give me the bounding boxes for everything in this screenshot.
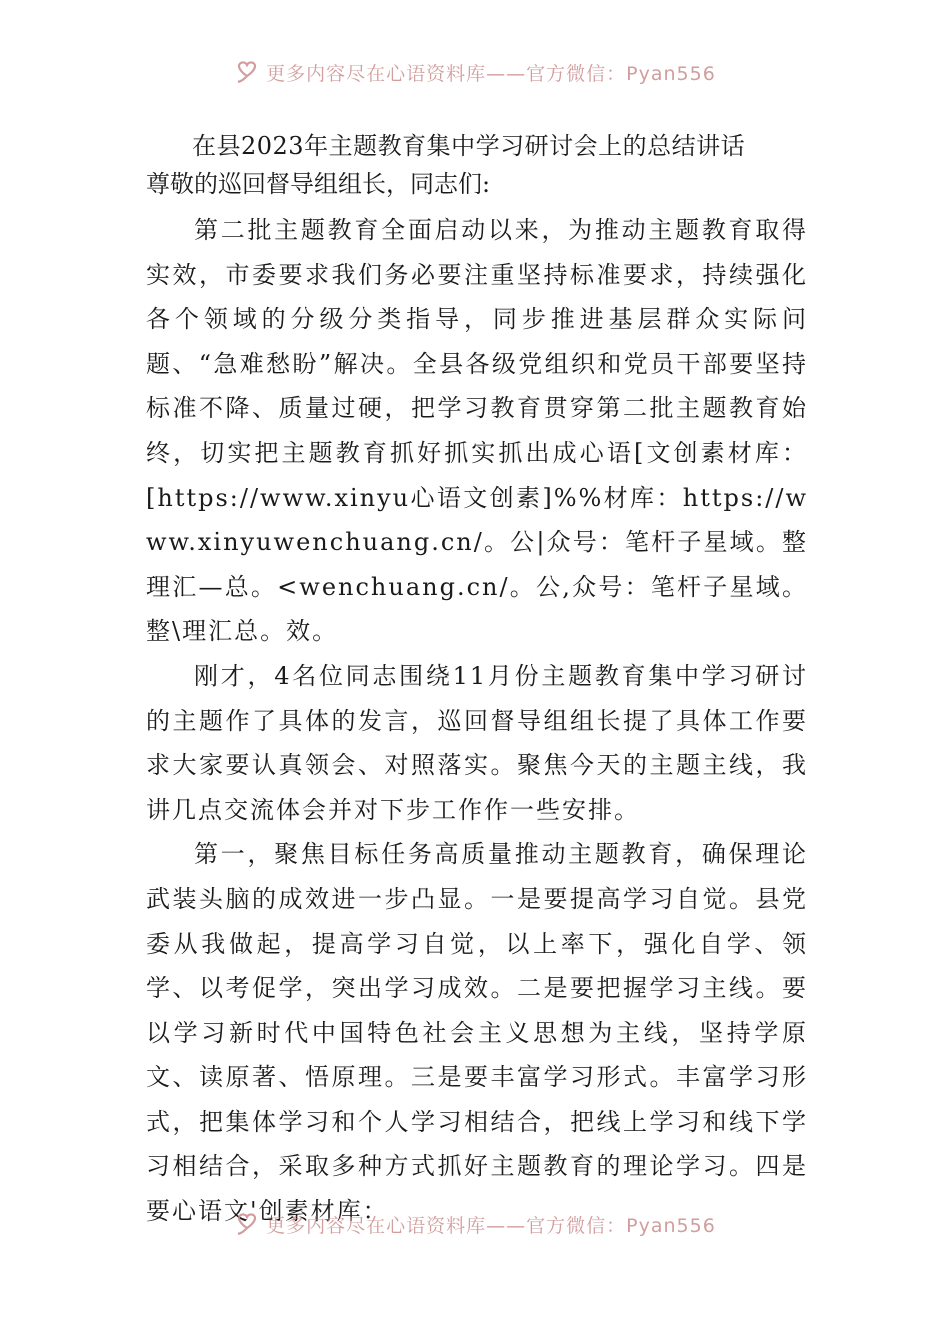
watermark-text: 更多内容尽在心语资料库——官方微信：Pyan556 [266,1214,716,1237]
body-paragraph-1: 第二批主题教育全面启动以来，为推动主题教育取得实效，市委要求我们务必要注重坚持标准要求，持续强化各个领域的分级分类指导，同步推进基层群众实际问题、“急难愁盼”解决。全县各级党组织和党员干部要坚持标准不降、质量过硬，把学习教育贯穿第二批主题教育始终，切实把主题教育抓好抓实抓出成心语[文创素材库：[https://www.xinyu心语文创素]%%材库：https://www.xinyuwenchuang.cn/。公|众号：笔杆子星域。整理汇—总。<wenchuang.cn/。公,众号：笔杆子星域。整\理汇总。效。 [146,216,808,646]
watermark-text: 更多内容尽在心语资料库——官方微信：Pyan556 [266,62,716,85]
document-title: 在县2023年主题教育集中学习研讨会上的总结讲话 [192,132,746,160]
footer-watermark [0,1204,950,1244]
document-page [146,128,808,1234]
document-salutation: 尊敬的巡回督导组组长，同志们: [146,170,491,198]
header-watermark [0,52,950,92]
body-paragraph-2: 刚才，4名位同志围绕11月份主题教育集中学习研讨的主题作了具体的发言，巡回督导组组长提了具体工作要求大家要认真领会、对照落实。聚焦今天的主题主线，我讲几点交流体会并对下步工作作一些安排。 [146,661,808,824]
body-paragraph-3: 第一，聚焦目标任务高质量推动主题教育，确保理论武装头脑的成效进一步凸显。一是要提高学习自觉。县党委从我做起，提高学习自觉，以上率下，强化自学、领学、以考促学，突出学习成效。二是要把握学习主线。要以学习新时代中国特色社会主义思想为主线，坚持学原文、读原著、悟原理。三是要丰富学习形式。丰富学习形式，把集体学习和个人学习相结合，把线上学习和线下学习相结合，采取多种方式抓好主题教育的理论学习。四是要心语文'创素材库： [146,840,808,1226]
watermark-logo-icon [234,59,260,85]
watermark-logo-icon [234,1211,260,1237]
